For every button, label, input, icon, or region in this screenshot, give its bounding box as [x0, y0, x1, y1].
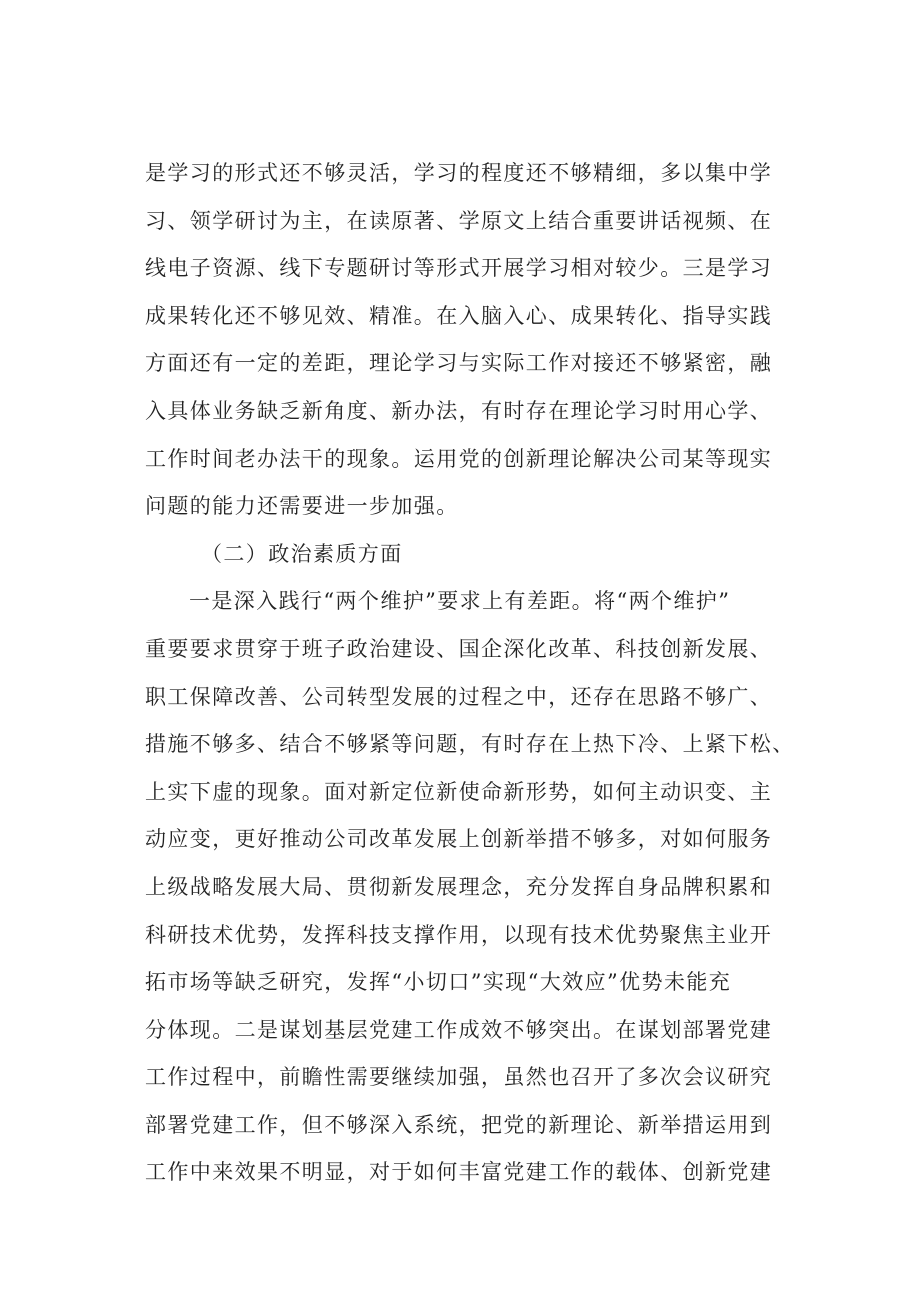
text-line: 问题的能力还需要进一步加强。: [145, 494, 459, 519]
text-line: 分体现。二是谋划基层党建工作成效不够突出。在谋划部署党建: [145, 1017, 773, 1042]
text-line: 措施不够多、结合不够紧等问题，有时存在上热下冷、上紧下松、: [145, 732, 795, 757]
text-line: 上实下虚的现象。面对新定位新使命新形势，如何主动识变、主: [145, 779, 773, 804]
text-line: 科研技术优势，发挥科技支撑作用，以现有技术优势聚焦主业开: [145, 922, 773, 947]
text-line: 入具体业务缺乏新角度、新办法，有时存在理论学习时用心学、: [145, 398, 773, 423]
text-line: 职工保障改善、公司转型发展的过程之中，还存在思路不够广、: [145, 684, 773, 709]
text-line: 动应变，更好推动公司改革发展上创新举措不够多，对如何服务: [145, 827, 773, 852]
text-line: 成果转化还不够见效、精准。在入脑入心、成果转化、指导实践: [145, 303, 773, 328]
text-line: 工作时间老办法干的现象。运用党的创新理论解决公司某等现实: [145, 446, 773, 471]
text-line: 习、领学研讨为主，在读原著、学原文上结合重要讲话视频、在: [145, 208, 773, 233]
section-heading: （二）政治素质方面: [201, 541, 403, 566]
text-line: 工作中来效果不明显，对于如何丰富党建工作的载体、创新党建: [145, 1160, 773, 1185]
document-body: [145, 150, 805, 1197]
text-line: 工作过程中，前瞻性需要继续加强，虽然也召开了多次会议研究: [145, 1065, 773, 1090]
text-line: 是学习的形式还不够灵活，学习的程度还不够精细，多以集中学: [145, 161, 773, 185]
text-line: 拓市场等缺乏研究，发挥“小切口”实现“大效应”优势未能充: [145, 970, 732, 995]
text-line: 上级战略发展大局、贯彻新发展理念，充分发挥自身品牌积累和: [145, 874, 773, 899]
text-line: 重要要求贯穿于班子政治建设、国企深化改革、科技创新发展、: [145, 636, 773, 661]
text-line: 线电子资源、线下专题研讨等形式开展学习相对较少。三是学习: [145, 256, 773, 281]
text-line: 方面还有一定的差距，理论学习与实际工作对接还不够紧密，融: [145, 351, 773, 376]
text-line: 一是深入践行“两个维护”要求上有差距。将“两个维护”: [189, 589, 731, 614]
text-line: 部署党建工作，但不够深入系统，把党的新理论、新举措运用到: [145, 1112, 773, 1137]
